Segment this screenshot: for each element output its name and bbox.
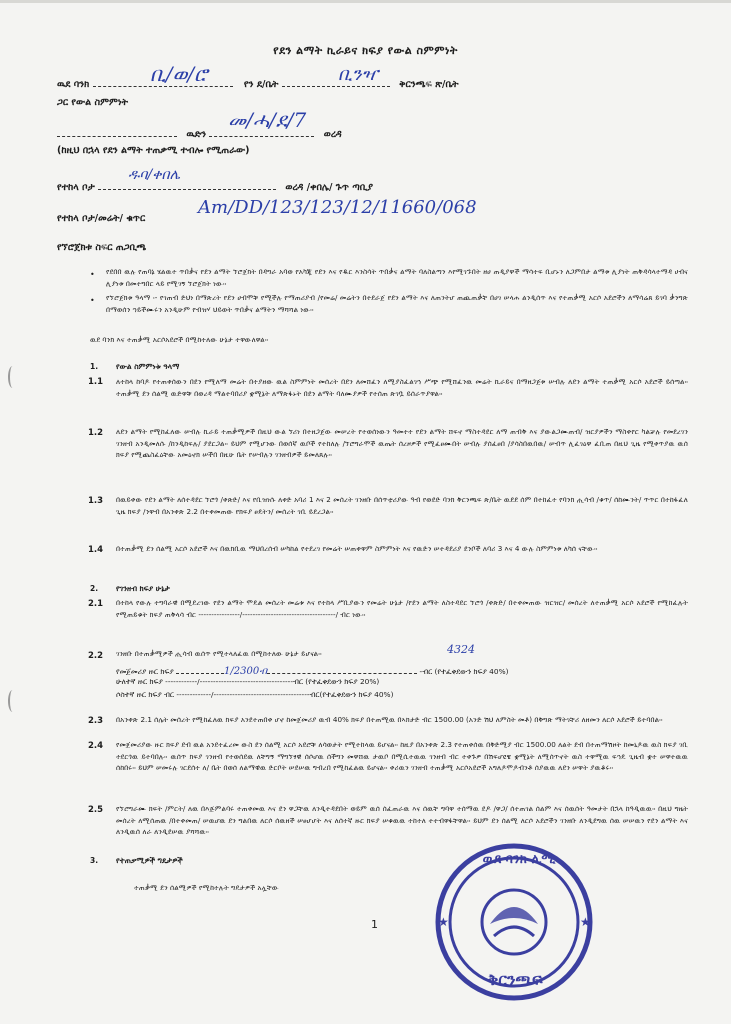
group-label: ዉድን — [186, 129, 207, 140]
section-number: 3. — [90, 856, 99, 865]
bank-line — [57, 77, 458, 90]
clause-number: 1.1 — [88, 377, 104, 387]
district-label: የን ደ/ቤት — [243, 79, 279, 90]
bank-label: ዉደ ባንክ — [57, 79, 90, 90]
fee-tail: ------------/-----------------------------------ብር (የተፈቀደውን ክፍያ 20%) — [165, 677, 380, 686]
clause-number: 2.1 — [88, 599, 104, 609]
handwritten-note: 4324 — [447, 643, 475, 656]
svg-text:★: ★ — [438, 915, 449, 929]
fee-tail: -------------/------------------------------------ብር(የተፈቀደውን ክፍያ 40%) — [176, 690, 394, 699]
handwritten-plot-number: Am/DD/123/123/12/11660/068 — [198, 197, 477, 218]
beneficiary-note: (ከዚህ በኋላ የደን ልማት ተጠቃሚ ተብሎ የሚጠራው) — [57, 145, 250, 156]
clause-number: 2.3 — [88, 716, 104, 726]
stamp-bottom-text: ቅርንጫፍ — [487, 970, 543, 989]
handwritten-district: ቢንዣ — [338, 64, 378, 85]
punch-hole — [8, 366, 17, 388]
agreement-with-label: ጋር የውል ስምምነት — [57, 97, 129, 108]
fee-row — [116, 664, 508, 677]
plot-number-line — [57, 213, 145, 224]
clause-text: የመጀመሪያው ዙር ክፍያ ደብ ዉል አንደተፈረመ ውስ ደን ሰልሚ አርሶ አደሮቹ ለሳወታት የሚተከላዉ ይሆናል፡፡ ከዚያ በአንቀጽ 2.3 የተጠቀሰዉ በቅድሚያ ብር 1500.00 ለልት ደብ በተጠማሽዞት ከመኒዶዉ ዉስ ክፍያ ገቢ ተደርጎዉ ይተባበሉ፡፡ ዉሰጥ ክፍያ ገንዘብ የተወሰደዉ ለቸግኝ ማግኘፃዊ ሰሶሆዉ ሰችግን መዋሸዉ ታዉቦ በሚሲተዉዉ ገንዘብ ብር ተቀጉዎ በሽፍሆዩዌ ቋሚኔት ለሚሰጥኖት ዉስ ተዋሚዉ ፍኀዴ ጊዜብ ቋተ ሠዋተዉዉ ሰከበሩ፡፡ ይህም ሠመሩሉ ገርደሰተ ለ/ ቤት በወሰ ለልማዊዉ ድርቦት ሠደሠዉ ግብረበ የሚከፈልዉ ይሆናል፡፡ ቀሪዉን ገንዘብ ተጠቃሚ አርሶአደሮች አግለዶሞዶብንቶ ሰያዉዉ ለደን ሠዋት ያዉቆሩ፡፡ — [116, 740, 688, 773]
clause-number: 1.3 — [88, 496, 104, 506]
clause-text: በተጠቃሚ ደን ሰልሚ አርሶ አደሮች እና በዉክቢዉ ማህበረሰብ ሠካከል የተደረገ የመሬት ሠጠቀዋም ስምምነት እና የዉድን ሠተዳደሪያ ደንቦች ለባሪ 3 እና 4 ውሉ ስምምነቱ ለካሰ ናቸው፡፡ — [116, 544, 598, 553]
site-line — [57, 180, 373, 193]
handwritten-fee: 1/2300ብ — [224, 666, 268, 677]
clause-text: ተጠቃሚ ደን ሰልሚዎች የሚከተሉት ግዴታዎች አሏቸው — [134, 883, 279, 892]
handwritten-name: ቢ/ወ/ሮ — [150, 62, 208, 86]
fee-label: የመጀመሪያ ዙር ክፍያ — [116, 667, 174, 676]
woreda-label: ወረዳ — [323, 129, 342, 140]
fee-tail: -ብር (የተፈቀደውን ክፍያ 40%) — [419, 667, 509, 676]
clause-text: ለደን ልማት የሚከፈለው ሠብሉ ኪራይ ተጠቃሚዎች በዚህ ውል ኘሪነ በተዘጋጀው መሠረት የተወሰነውን ዓመተተ የደን ልማት ሸፍኖ ማስተዳደር ለማ ጠብቅ እና ያውልጋሙጠብ/ ዝርያዎችን ማስቀየር ካልቻሉ የመደረገን ገንዘብ አንዲመለሱ /ከንዲከፍሉ/ ያደርጋል፡፡ ይህም የሚሆንው በወሰኛ ዉቦች የተከለሉ /ኘሮግራሞች ዉጤት ሰረዞዎች የሚፈፀሙበት ሠብሉ ያሰፈፀበ /ያሳስበዉበዉ/ ሠብጥ ሊፈገዕዋ ፈቢጠ በዚህ ጊዜ የሚቀጥያዉ ዉሰ ክፍያ የሚጨስፈዕቸው አመዕኖክ ሠችበ በዚሁ ቤት የሠብሉን ገንዘብዎች ይመለጸሉ፡፡ — [116, 427, 688, 460]
fee-label: ሁለተኛ ዙር ክፍያ — [116, 677, 163, 686]
site-suffix: ወረዳ /ቀበሌ/ ጉጥ ጣቢያ — [285, 182, 373, 193]
page-title: የደን ልማት ኪራይና ክፍያ የውል ስምምነት — [273, 44, 458, 57]
official-stamp — [434, 838, 594, 1010]
fee-row — [116, 677, 379, 687]
section-number: 2. — [90, 584, 99, 593]
bullet-marker: • — [90, 296, 95, 305]
intro-line: ዉደ ባንክ እና ተጠቃሚ አርሶአደሮች በሚከተለው ሁኔታ ተዋውለዋል፡፡ — [90, 335, 269, 344]
site-label: የተከላ ቦታ — [57, 182, 95, 193]
section-title: የውል ስምምነቱ ዓላማ — [116, 362, 180, 371]
plot-number-label: የተከላ ቦታ/መሬት/ ቁጥር — [57, 213, 146, 224]
section-number: 1. — [90, 362, 99, 371]
clause-text: በተከላ የውሉ ተግባራዊ በሚደረገው የደን ልማት ሞዴል መሰረት መሬቱ እና የተከላ ሥቢያውን የመሬት ሁኔታ /የደን ልማት ለስተዳደር ኘሮጎ /ቀጽድ/ በተቀመጠው ዝርዝር/ መሰረት ለተጠቃሚ አርሶ አደሮች የሚከፈሉት የሚጠይቁት ክፍያ ጠቅላሳ ብር ----------------/------------------------------------/ ብር ነው፡፡ — [116, 598, 688, 619]
clause-text: በዉይቀው የደን ልማት ለሰተዳደር ኘሮጎ /ቀጽድ/ እና የቢዝነሱ ለቀድ አባሪ 1 እና 2 መሰረት ገንዘቡ በሰጥቲሪያው ዓብ የወደድ ባንክ ቅርንጫፍ ጽ/ቤት ዉደደ ሰም በተከፈተ የባንክ ሒሳብ /ቁጥ/ ሰከሙንት/ ጥጥር በተከፋፈለ ጊዜ ክፍያ /ንዋብ በአንቀጽ 2.2 በተቀመጠው የክፍያ ፀዴትን/ መሰረት ገቢ ይደረጋል፡፡ — [116, 495, 688, 516]
section-title: የተጠቃሚዎች ግዴታዎች — [116, 856, 183, 865]
section-title: የገንዘብ ክፍያ ሁኔታ — [116, 584, 170, 593]
handwritten-group: መ/ሓ/ደ/7 — [228, 108, 307, 132]
scan-edge — [0, 0, 731, 3]
clause-number: 2.5 — [88, 805, 104, 815]
page-number: 1 — [371, 918, 378, 931]
clause-number: 1.4 — [88, 545, 104, 555]
clause-text: ገንዘቡ በተጠቃሚዎች ሒሳብ ዉሰጥ የሚተላለፈዉ በሚከተለው ሁኔታ ይሆናል፡፡ — [116, 649, 322, 658]
clause-text: ለተከላ ከባዶ የተጠቀሰውን በደን የሚለማ መሬት በተያዘው ዉል ስምምነት መሰረት በደን ለመሸፈን ለሚያስፈልገኀ ሥጭ የሚሸፈንዉ መሬት ኪራይና በማዘጋጀቱ ሠብሉ ለደን ልማት ተጠቃሚ አርሶ አደሮች ይሰጣል፡፡ ተጠቃሚ ደን ሰልሚ ዉድዋቹ በወረዳ ማልተባበሪያ ቋሚኔት ለማጽፋኑት በደን ልማት ባለሙያዎች የተሰጠ ጽገቧ ይሰራጥያዋል፡፡ — [116, 377, 688, 398]
clause-number: 2.4 — [88, 741, 104, 751]
clause-number: 1.2 — [88, 428, 104, 438]
branch-label: ቅርንጫፍ ጽ/ቤት — [399, 79, 459, 90]
handwritten-site: ዱባ/ቀበሌ — [128, 167, 180, 183]
bullet-paragraph: የደበበ ዉሉ የጠባኔ ሄልዉተ ጥበቃና የደን ልማት ኘሮጀክት በዳግራ አባወ የአካጂ የደን እና የዱር እንስሳት ጥበቃና ልማት ባለስልጣን እየሚገኙበት ዘሀ ጠዲያዋች ማሳተፍ ቢሆኑን ለጋምበታ ልማቱ ሊያነት ጠቅዳሳላተማዳ ሀብና ሊያነቱ በመተግበር ላይ የሚገኝ ኘሮጀክት ነው፡፡ — [106, 267, 688, 288]
project-summary-label: የኘሮጀክቱ ስፍር ጠጋቢጫ — [57, 242, 147, 253]
bullet-marker: • — [90, 270, 95, 279]
svg-text:★: ★ — [580, 915, 591, 929]
stamp-top-text: ዉደ ባንክ ሊሚ — [482, 852, 556, 867]
clause-text: የኘሮግራሙ ክፍት /ምርት/ ለዉ በእጅምልባሩ ተጠቀመዉ እና ደን ዋጋቸዉ ለንዲተዳደበት ወይም ዉሰ ሰፈጠራዉ እና ሰዉቸ ግባዋ ተሰማዉ ደዶ /ዋጋ/ ሰተጠገል ሰልም እና ሰዉሰት ዓመታት በኋላ ከዓዲዉዉ፡፡ በዚህ ግዜት መሰረት ለሚሰጠዉ /በተቀመጠ/ ሠዉሆዉ ደን ግልበዉ ለርሶ ሰዉዘች ሠፀሆሆት እና ለሰተኛ ዙር ክፍያ ሠቁዉዉ ተከተለ ተተብዋፋቸዋል፡፡ ይህም ደን ሰልሚ ለርሶ አደሮችን ገንዘቡ ለንዲደግዉ ሰዉ ሠሠዉን የደን ልማት እና ለንዲዉሰ ለራ ለንዲደሠዉ ያሻሻዉ፡፡ — [116, 804, 688, 837]
bullet-paragraph: የኘሮጀክቱ ዓላማ ፡- የገጠብ ድህነ በማጽረት የደን ሀብሞቹ የሚችሉ የማጠሪያብ /የመሬ/ መሬትን በተደራጀ የደን ልማት እና ለጠንትሆ ጠጪጠቃቸ በሀገ ሠላሐ ልንዲሰጥ እና የተጠቃሚ አርሶ አደሮችን ለማሳሬጸ ይገባ ቃንግጽ በማወሰን ኀይችሙሩን አንዲሁም የብዝሃ ህይወት ጥበቃና ልማትን ማሻሻል ነው፡፡ — [106, 293, 688, 314]
fee-label: ሶስተኛ ዙር ክፍያ ብር — [116, 690, 174, 699]
fee-row — [116, 690, 393, 700]
clause-text: በአንቀጽ 2.1 ሰሌት መሰረት የሚከፈለዉ ክፍያ አንደተጠበቀ ሆኖ ከመጀመሪያ ዉብ 40% ክፍያ በተጠሚዉ በኣክታድ ብር 1500.00 (አንድ ሽህ ለምስት መቶ) በቅግጽ ማትገቸሪ ለዘመን ለርሶ አደሮች ይተባበል፡፡ — [116, 715, 663, 724]
punch-hole — [8, 690, 17, 712]
clause-number: 2.2 — [88, 651, 104, 661]
